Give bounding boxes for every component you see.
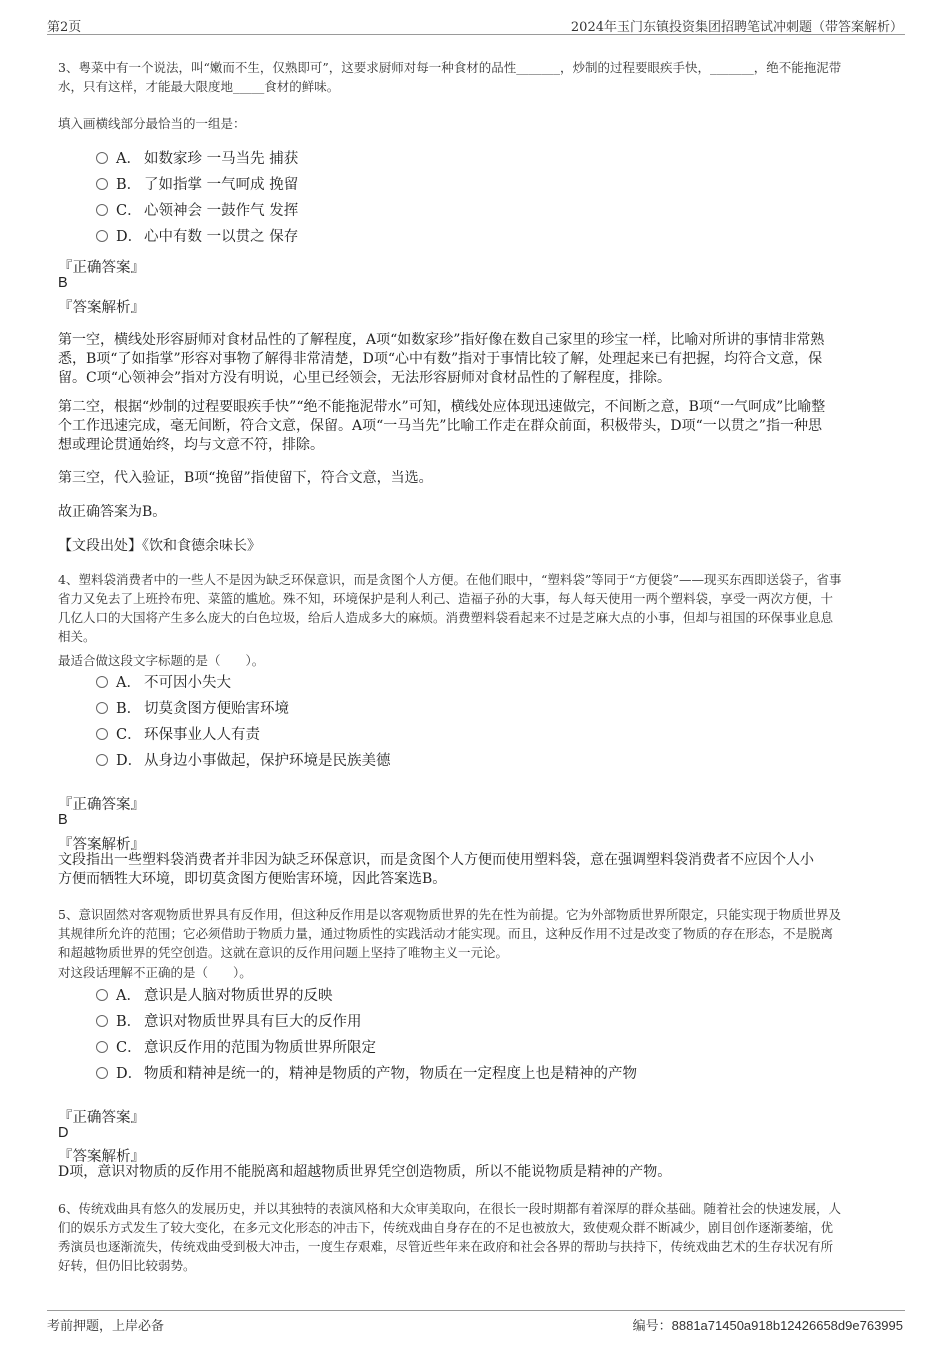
q4-analysis-label: 『答案解析』 (58, 837, 145, 853)
radio-icon[interactable] (96, 152, 108, 164)
radio-icon[interactable] (96, 1041, 108, 1053)
q5-answer: D (58, 1125, 69, 1141)
q4-option-a[interactable] (96, 672, 231, 694)
q3-option-b[interactable] (96, 174, 298, 196)
q4-answer: B (58, 812, 68, 828)
text-line: 方便而牺牲大环境，即切莫贪图方便贻害环境，因此答案选B。 (58, 871, 447, 887)
option-text: 意识对物质世界具有巨大的反作用 (144, 1014, 362, 1030)
q5-analysis-label: 『答案解析』 (58, 1149, 145, 1165)
q5-option-a[interactable] (96, 985, 333, 1007)
text-line: 文段指出一些塑料袋消费者并非因为缺乏环保意识，而是贪图个人方便而使用塑料袋，意在强调塑料袋消费者不应因个人小 (58, 852, 814, 868)
option-letter: D． (116, 1066, 143, 1082)
q6-stem (58, 1199, 908, 1275)
radio-icon[interactable] (96, 989, 108, 1001)
option-letter: A． (116, 988, 141, 1004)
text-line: 个工作迅速完成，毫无间断，符合文意，保留。A项“一马当先”比喻工作走在群众前面，积极带头，D项“一以贯之”指一种思 (58, 418, 822, 434)
q5-stem-line: 和超越物质世界的凭空创造。这就在意识的反作用问题上坚持了唯物主义一元论。 (58, 945, 509, 960)
option-text: 从身边小事做起，保护环境是民族美德 (144, 753, 391, 769)
q6-stem-line: 们的娱乐方式发生了较大变化，在多元文化形态的冲击下，传统戏曲自身存在的不足也被放大，致使观众群不断减少，剧目创作逐渐萎缩，优 (58, 1220, 834, 1235)
text-line: 第一空，横线处形容厨师对食材品性的了解程度，A项“如数家珍”指好像在数自己家里的珍宝一样，比喻对所讲的事情非常熟 (58, 332, 825, 348)
radio-icon[interactable] (96, 204, 108, 216)
text-line: 想或理论贯通始终，均与文意不符，排除。 (58, 437, 324, 453)
q5-stem-line: 5、意识固然对客观物质世界具有反作用，但这种反作用是以客观物质世界的先在性为前提。它为外部物质世界所限定，只能实现于物质世界及 (58, 907, 841, 922)
q3-stem-line: 3、粤菜中有一个说法，叫“嫩而不生，仅熟即可”，这要求厨师对每一种食材的品性_______，炒制的过程要眼疾手快，_______，绝不能拖泥带 (58, 60, 842, 75)
option-letter: D． (116, 229, 143, 245)
option-letter: D． (116, 753, 143, 769)
q3-source: 【文段出处】《饮和食德余味长》 (58, 538, 261, 554)
option-letter: A． (116, 675, 141, 691)
radio-icon[interactable] (96, 1067, 108, 1079)
radio-icon[interactable] (96, 230, 108, 242)
q3-answer: B (58, 275, 68, 291)
option-text: 不可因小失大 (144, 675, 231, 691)
q3-analysis-label: 『答案解析』 (58, 300, 145, 316)
q3-conclusion: 故正确答案为B。 (58, 504, 167, 520)
q4-stem (58, 570, 908, 646)
option-text: 环保事业人人有责 (144, 727, 260, 743)
text-line: 悉，B项“了如指掌”形容对事物了解得非常清楚，D项“心中有数”指对于事情比较了解，处理起来已有把握，均符合文意，保 (58, 351, 823, 367)
q5-stem-line: 其规律所允许的范围；它必须借助于物质力量，通过物质性的实践活动才能实现。而且，这种反作用不过是改变了物质的存在形态，不是脱离 (58, 926, 834, 941)
option-text: 切莫贪图方便贻害环境 (144, 701, 289, 717)
option-text: 心中有数 一以贯之 保存 (144, 229, 299, 245)
q5-correct-answer-label: 『正确答案』 (58, 1110, 145, 1126)
option-letter: B． (116, 701, 142, 717)
document-title: 2024年玉门东镇投资集团招聘笔试冲刺题（带答案解析） (570, 20, 903, 35)
q6-stem-line: 好转，但仍旧比较弱势。 (58, 1258, 196, 1273)
radio-icon[interactable] (96, 754, 108, 766)
q3-stem-line: 水，只有这样，才能最大限度地_____食材的鲜味。 (58, 79, 340, 94)
q4-stem-line: 相关。 (58, 629, 96, 644)
document-id: 编号：8881a71450a918b12426658d9e763995 (632, 1318, 903, 1333)
page-header (47, 14, 905, 35)
q3-prompt: 填入画横线部分最恰当的一组是： (58, 116, 246, 131)
q3-correct-answer-label: 『正确答案』 (58, 260, 145, 276)
option-letter: B． (116, 177, 142, 193)
option-letter: C． (116, 1040, 142, 1056)
q4-analysis (58, 851, 908, 889)
q3-analysis-paragraph-3: 第三空，代入验证，B项“挽留”指使留下，符合文意，当选。 (58, 470, 433, 486)
option-text: 心领神会 一鼓作气 发挥 (144, 203, 299, 219)
q4-stem-line: 几亿人口的大国将产生多么庞大的白色垃圾，给后人造成多大的麻烦。消费塑料袋看起来不过是芝麻大点的小事，但却与祖国的环保事业息息 (58, 610, 834, 625)
q3-analysis-paragraph-1 (58, 331, 908, 388)
radio-icon[interactable] (96, 178, 108, 190)
q4-prompt: 最适合做这段文字标题的是（ ）。 (58, 653, 265, 668)
q4-option-c[interactable] (96, 724, 260, 746)
q3-option-d[interactable] (96, 226, 298, 248)
option-letter: A． (116, 151, 141, 167)
q6-stem-line: 秀演员也逐渐流失，传统戏曲受到极大冲击，一度生存艰难，尽管近些年来在政府和社会各界的帮助与扶持下，传统戏曲艺术的生存状况有所 (58, 1239, 834, 1254)
q3-stem (58, 58, 908, 96)
q5-option-b[interactable] (96, 1011, 362, 1033)
q4-stem-line: 4、塑料袋消费者中的一些人不是因为缺乏环保意识，而是贪图个人方便。在他们眼中，“塑料袋”等同于“方便袋”——现买东西即送袋子，省事 (58, 572, 842, 587)
footer-slogan: 考前押题，上岸必备 (47, 1319, 165, 1334)
text-line: 第二空，根据“炒制的过程要眼疾手快”“绝不能拖泥带水”可知，横线处应体现迅速做完，不间断之意，B项“一气呵成”比喻整 (58, 399, 826, 415)
q3-analysis-paragraph-2 (58, 398, 908, 455)
q5-option-c[interactable] (96, 1037, 376, 1059)
radio-icon[interactable] (96, 728, 108, 740)
option-letter: C． (116, 727, 142, 743)
option-letter: C． (116, 203, 142, 219)
q5-stem (58, 905, 908, 962)
option-text: 了如指掌 一气呵成 挽留 (144, 177, 299, 193)
q4-option-b[interactable] (96, 698, 289, 720)
q5-prompt: 对这段话理解不正确的是（ ）。 (58, 965, 252, 980)
radio-icon[interactable] (96, 702, 108, 714)
q4-option-d[interactable] (96, 750, 391, 772)
q3-option-a[interactable] (96, 148, 298, 170)
q5-option-d[interactable] (96, 1063, 637, 1085)
q4-correct-answer-label: 『正确答案』 (58, 797, 145, 813)
option-text: 意识是人脑对物质世界的反映 (144, 988, 333, 1004)
option-text: 如数家珍 一马当先 捕获 (144, 151, 299, 167)
q5-analysis: D项，意识对物质的反作用不能脱离和超越物质世界凭空创造物质，所以不能说物质是精神的产物。 (58, 1164, 672, 1180)
q4-stem-line: 省力又免去了上班拎布兜、菜篮的尴尬。殊不知，环境保护是利人利己、造福子孙的大事，每人每天使用一两个塑料袋，享受一两次方便，十 (58, 591, 834, 606)
q6-stem-line: 6、传统戏曲具有悠久的发展历史，并以其独特的表演风格和大众审美取向，在很长一段时期都有着深厚的群众基础。随着社会的快速发展，人 (58, 1201, 841, 1216)
q3-option-c[interactable] (96, 200, 298, 222)
option-letter: B． (116, 1014, 142, 1030)
page-footer (47, 1310, 905, 1337)
page-number: 第2页 (47, 20, 82, 35)
radio-icon[interactable] (96, 676, 108, 688)
text-line: 留。C项“心领神会”指对方没有明说，心里已经领会，无法形容厨师对食材品性的了解程度，排除。 (58, 370, 672, 386)
radio-icon[interactable] (96, 1015, 108, 1027)
option-text: 意识反作用的范围为物质世界所限定 (144, 1040, 376, 1056)
option-text: 物质和精神是统一的，精神是物质的产物，物质在一定程度上也是精神的产物 (144, 1066, 637, 1082)
